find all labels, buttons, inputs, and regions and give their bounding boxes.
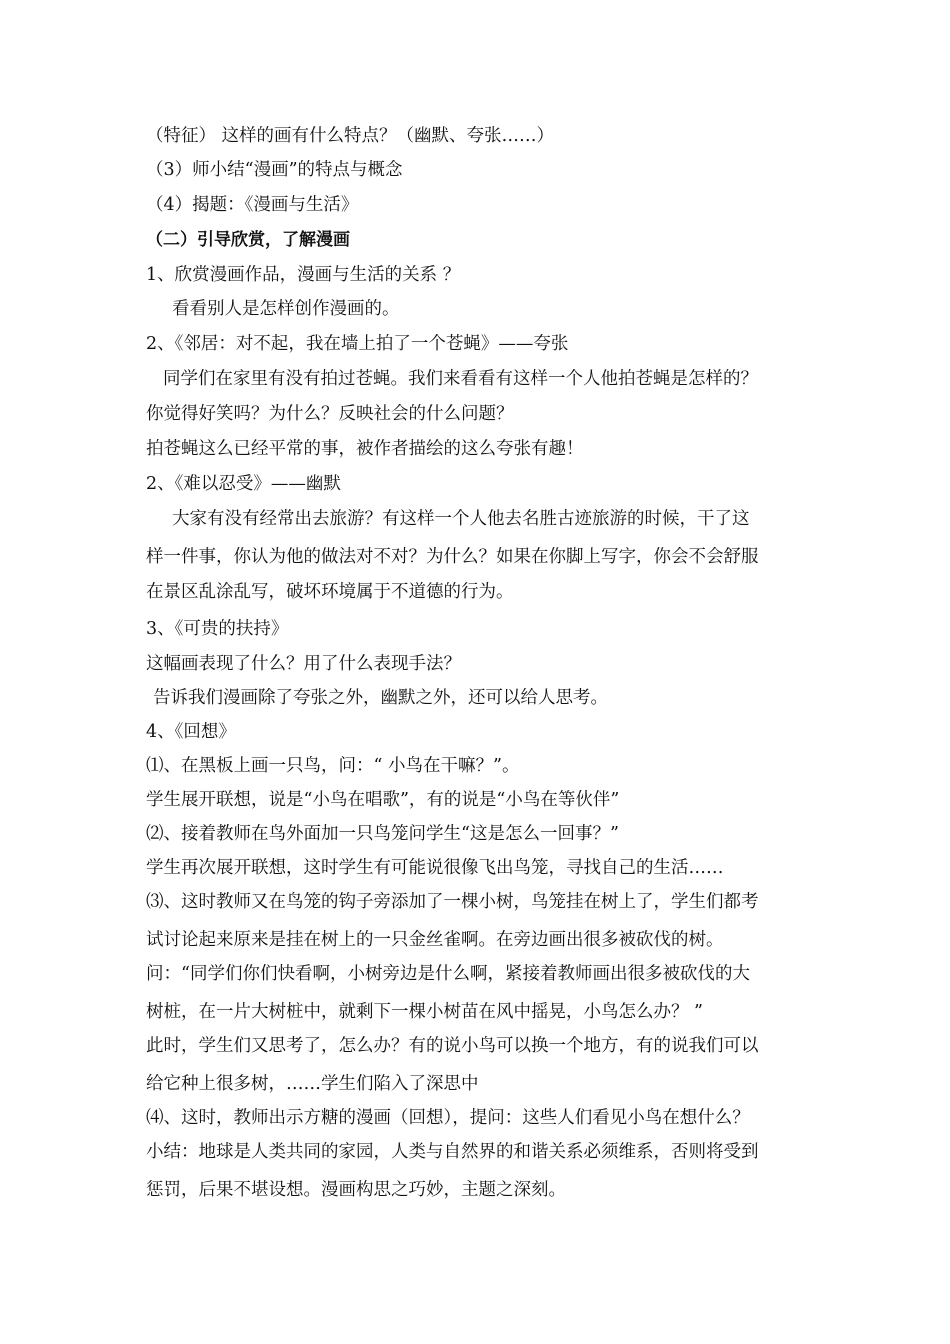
item-4-step-2: ⑵、接着教师在鸟外面加一只鸟笼问学生“这是怎么一回事？” [146, 824, 619, 844]
item-4-step-3: ⑶、这时教师又在鸟笼的钩子旁添加了一棵小树，鸟笼挂在树上了，学生们都考 [146, 892, 759, 912]
item-4-question-2: 树桩，在一片大树桩中，就剩下一棵小树苗在风中摇晃，小鸟怎么办？ ” [146, 1002, 704, 1022]
item-2b-heading: 2、《难以忍受》——幽默 [146, 474, 341, 494]
item-4-text-4: 此时，学生们又思考了，怎么办？有的说小鸟可以换一个地方，有的说我们可以 [146, 1036, 759, 1056]
item-2-text-2: 你觉得好笑吗？为什么？反映社会的什么问题？ [146, 404, 514, 424]
section-heading: （二）引导欣赏，了解漫画 [146, 230, 350, 250]
item-2b-text-1: 大家有没有经常出去旅游？有这样一个人他去名胜古迹旅游的时候，干了这 [172, 509, 750, 529]
item-4-text-2: 学生再次展开联想，这时学生有可能说很像飞出鸟笼，寻找自己的生活…… [146, 858, 724, 878]
item-4-step-1: ⑴、在黑板上画一只鸟，问：“ 小鸟在干嘛？”。 [146, 756, 520, 776]
item-4-text-1: 学生展开联想，说是“小鸟在唱歌”，有的说是“小鸟在等伙伴” [146, 790, 620, 810]
paragraph-reveal-title: （4）揭题：《漫画与生活》 [146, 195, 359, 215]
item-2-heading: 2、《邻居：对不起，我在墙上拍了一个苍蝇》——夸张 [146, 334, 569, 354]
item-1-heading: 1、欣赏漫画作品，漫画与生活的关系 ？ [146, 265, 461, 285]
item-4-step-4: ⑷、这时，教师出示方糖的漫画（回想），提问：这些人们看见小鸟在想什么？ [146, 1108, 750, 1128]
paragraph-teacher-summary: （3）师小结“漫画”的特点与概念 [146, 160, 403, 180]
item-4-text-5: 给它种上很多树，……学生们陷入了深思中 [146, 1074, 479, 1094]
item-3-text-2: 告诉我们漫画除了夸张之外，幽默之外，还可以给人思考。 [153, 688, 608, 708]
item-4-heading: 4、《回想》 [146, 722, 236, 742]
item-2-text-1: 同学们在家里有没有拍过苍蝇。我们来看看有这样一个人他拍苍蝇是怎样的？ [163, 369, 758, 389]
item-2b-text-2: 样一件事，你认为他的做法对不对？为什么？如果在你脚上写字，你会不会舒服 [146, 547, 759, 567]
item-1-text: 看看别人是怎样创作漫画的。 [172, 299, 400, 319]
item-2-text-3: 拍苍蝇这么已经平常的事，被作者描绘的这么夸张有趣！ [146, 439, 584, 459]
summary-text-1: 小结：地球是人类共同的家园，人类与自然界的和谐关系必须维系，否则将受到 [146, 1142, 759, 1162]
item-4-question-1: 问：“同学们你们快看啊，小树旁边是什么啊，紧接着教师画出很多被砍伐的大 [146, 964, 750, 984]
summary-text-2: 惩罚，后果不堪设想。漫画构思之巧妙，主题之深刻。 [146, 1180, 566, 1200]
item-4-text-3: 试讨论起来原来是挂在树上的一只金丝雀啊。在旁边画出很多被砍伐的树。 [146, 930, 724, 950]
item-2b-text-3: 在景区乱涂乱写，破坏环境属于不道德的行为。 [146, 582, 514, 602]
item-3-text-1: 这幅画表现了什么？用了什么表现手法？ [146, 654, 461, 674]
paragraph-feature-question: （特征） 这样的画有什么特点？（幽默、夸张……） [146, 126, 555, 146]
item-3-heading: 3、《可贵的扶持》 [146, 619, 289, 639]
